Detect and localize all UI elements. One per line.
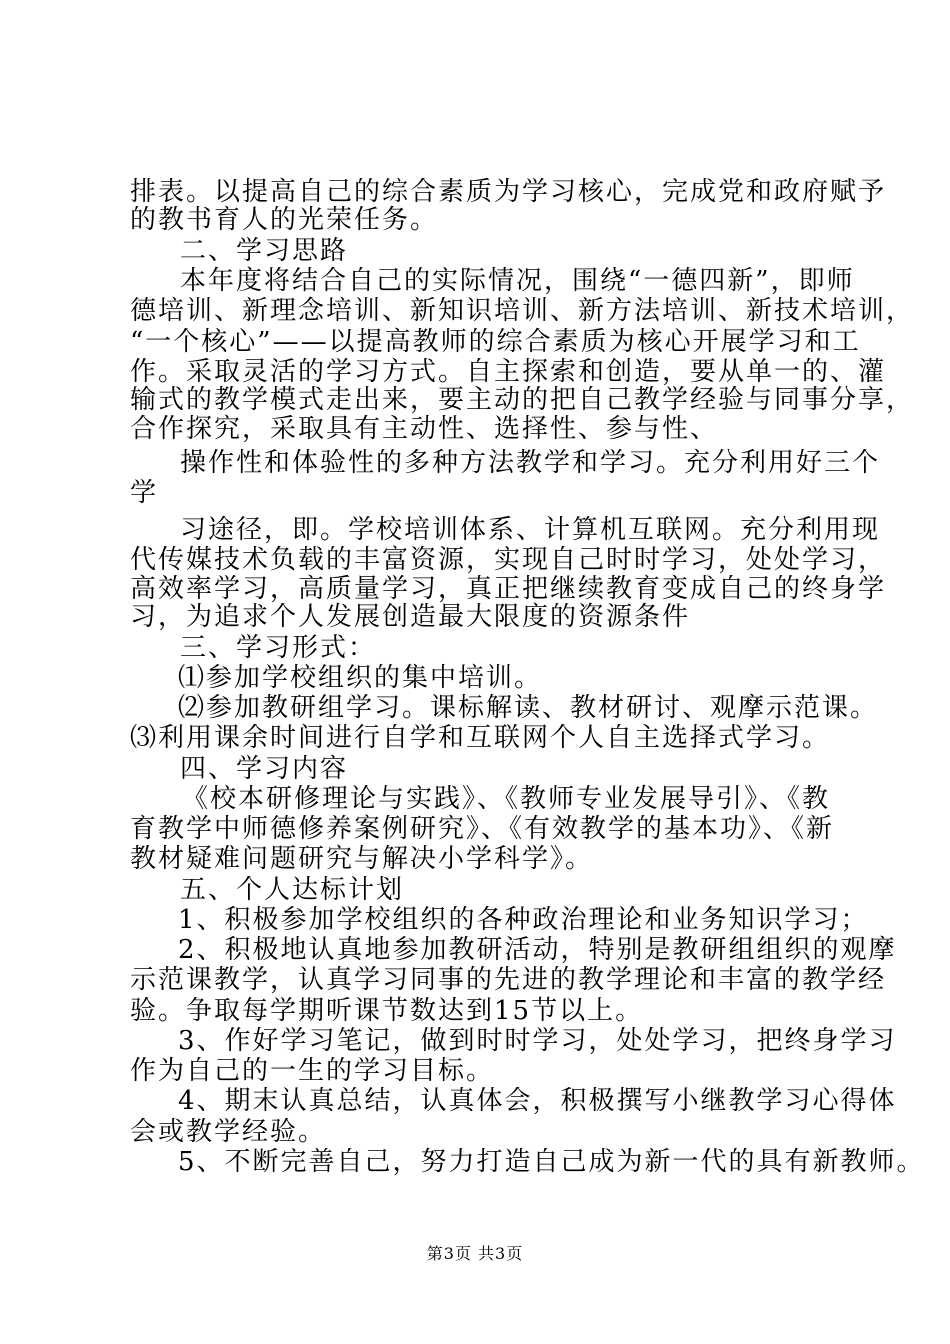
- section-heading: 五、个人达标计划: [180, 875, 405, 905]
- list-item: 2、积极地认真地参加教研活动，特别是教研组组织的观摩: [178, 935, 897, 965]
- section-heading: 二、学习思路: [180, 236, 349, 266]
- section-heading: 四、学习内容: [180, 754, 349, 784]
- paragraph-line: 代传媒技术负载的丰富资源，实现自己时时学习，处处学习，: [130, 545, 887, 575]
- paragraph-line: 的教书育人的光荣任务。: [130, 205, 439, 235]
- section-heading: 三、学习形式：: [180, 633, 377, 663]
- paragraph-line: 示范课教学，认真学习同事的先进的教学理论和丰富的教学经: [130, 965, 887, 995]
- paragraph-line: 习途径，即。学校培训体系、计算机互联网。充分利用现: [180, 515, 881, 545]
- paragraph-line: 育教学中师德修养案例研究》、《有效教学的基本功》、《新: [130, 814, 835, 844]
- paragraph-line: 本年度将结合自己的实际情况，围绕“一德四新”，即师: [180, 266, 855, 296]
- paragraph-line: 会或教学经验。: [130, 1117, 327, 1147]
- paragraph-line: 习，为追求个人发展创造最大限度的资源条件: [130, 602, 691, 632]
- list-item: 5、不断完善自己，努力打造自己成为新一代的具有新教师。: [178, 1147, 925, 1177]
- paragraph-line: 操作性和体验性的多种方法教学和学习。充分利用好三个: [180, 448, 881, 478]
- paragraph-line: 作。采取灵活的学习方式。自主探索和创造，要从单一的、灌: [130, 357, 887, 387]
- list-item: ⑶利用课余时间进行自学和互联网个人自主选择式学习。: [130, 723, 831, 753]
- paragraph-line: 《校本研修理论与实践》、《教师专业发展导引》、《教: [182, 784, 831, 814]
- paragraph-line: 教材疑难问题研究与解决小学科学》。: [130, 844, 594, 874]
- paragraph-line: 合作探究，采取具有主动性、选择性、参与性、: [130, 414, 719, 444]
- list-item: ⑵参加教研组学习。课标解读、教材研讨、观摩示范课。: [178, 693, 879, 723]
- paragraph-line: 验。争取每学期听课节数达到15节以上。: [130, 996, 644, 1026]
- paragraph-line: 输式的教学模式走出来，要主动的把自己教学经验与同事分享，: [130, 385, 915, 415]
- page-number: 第3页 共3页: [426, 1244, 524, 1263]
- list-item: 4、期末认真总结，认真体会，积极撰写小继教学习心得体: [178, 1086, 897, 1116]
- paragraph-line: 高效率学习，高质量学习，真正把继续教育变成自己的终身学: [130, 574, 887, 604]
- paragraph-line: 学: [130, 478, 159, 508]
- paragraph-line: 排表。以提高自己的综合素质为学习核心，完成党和政府赋予: [130, 177, 887, 207]
- paragraph-line: 作为自己的一生的学习目标。: [130, 1056, 495, 1086]
- list-item: 1、积极参加学校组织的各种政治理论和业务知识学习；: [178, 905, 869, 935]
- paragraph-line: “一个核心”——以提高教师的综合素质为核心开展学习和工: [130, 327, 861, 357]
- list-item: ⑴参加学校组织的集中培训。: [178, 663, 543, 693]
- list-item: 3、作好学习笔记，做到时时学习，处处学习，把终身学习: [178, 1026, 897, 1056]
- paragraph-line: 德培训、新理念培训、新知识培训、新方法培训、新技术培训，: [130, 296, 915, 326]
